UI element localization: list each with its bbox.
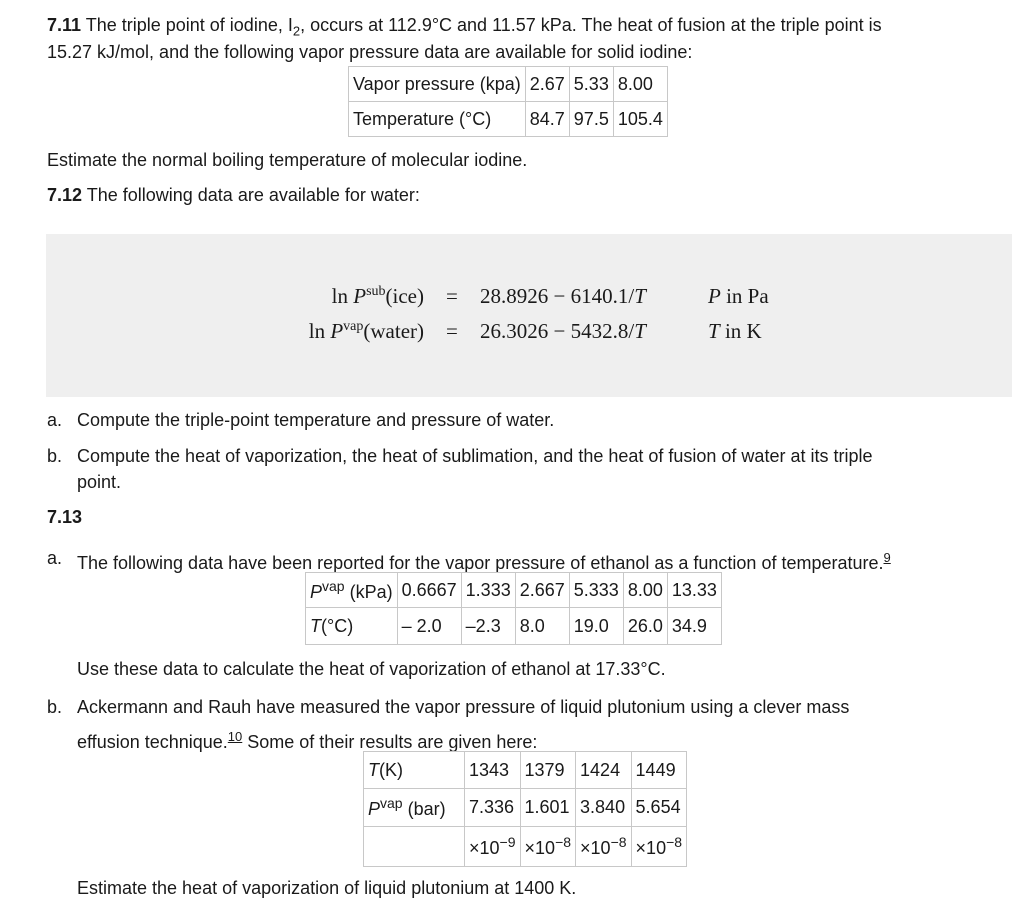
sup: vap [343, 319, 364, 334]
cell: 1424 [576, 752, 632, 789]
text: ×10 [469, 838, 500, 858]
problem-7-13-b-label: b. [47, 697, 63, 717]
cell: 105.4 [613, 102, 667, 137]
cell: 2.667 [515, 573, 569, 608]
text: (°C) [321, 615, 354, 636]
table-row [306, 608, 722, 645]
problem-number: 7.11 [47, 15, 82, 35]
footnote-link-10[interactable]: 10 [227, 729, 243, 744]
text: (water) [363, 319, 424, 343]
exponent: −8 [555, 834, 572, 850]
problem-7-12-intro [47, 184, 420, 206]
header-cell [364, 752, 465, 789]
text: 28.8926 − 6140.1/ [480, 284, 635, 308]
subscript: 2 [292, 23, 301, 39]
problem-7-13-b-line2 [77, 726, 537, 753]
header-cell [306, 573, 398, 608]
eq2-rhs [480, 319, 646, 344]
cell [364, 827, 465, 867]
cell: 19.0 [569, 608, 623, 645]
text: 26.3026 − 5432.8/ [480, 319, 635, 343]
var: P [708, 284, 721, 308]
eq2-equals: = [446, 319, 458, 343]
text: (K) [379, 759, 403, 780]
text: (kPa) [344, 581, 393, 602]
problem-7-11-line2: 15.27 kJ/mol, and the following vapor pressure data are available for solid iodine: [47, 42, 693, 62]
exponent: −8 [666, 834, 683, 850]
problem-7-12-b-line1: Compute the heat of vaporization, the heat of sublimation, and the heat of fusion of water at its triple [77, 446, 873, 466]
cell: – 2.0 [397, 608, 461, 645]
iodine-vapor-table [348, 66, 668, 137]
cell: 84.7 [525, 102, 569, 137]
text: The following data have been reported for the vapor pressure of ethanol as a function of temperature. [77, 553, 884, 573]
text: Some of their results are given here: [242, 732, 538, 752]
problem-7-12-a-label: a. [47, 410, 63, 430]
cell: Vapor pressure (kpa) [349, 67, 526, 102]
eq2-unit [708, 319, 762, 344]
cell: Temperature (°C) [349, 102, 526, 137]
problem-7-13-b-line1: Ackermann and Rauh have measured the vapor pressure of liquid plutonium using a clever mass [77, 697, 850, 717]
var: T [310, 615, 321, 636]
var: P [368, 799, 381, 819]
var: P [353, 284, 367, 308]
table-row [349, 67, 668, 102]
cell: 2.67 [525, 67, 569, 102]
sup: sub [366, 284, 386, 299]
text: (bar) [402, 799, 446, 819]
eq1-unit [708, 284, 769, 309]
header-cell [364, 789, 465, 827]
equation-box [46, 234, 1012, 397]
cell: 34.9 [667, 608, 721, 645]
header-cell [306, 608, 398, 645]
table-row [349, 102, 668, 137]
problem-7-13-number [47, 506, 82, 528]
cell: 8.0 [515, 608, 569, 645]
cell: 7.336 [465, 789, 521, 827]
text: ×10 [635, 838, 667, 858]
var: P [330, 319, 344, 343]
text: , occurs at 112.9°C and 11.57 kPa. The heat of fusion at the triple point is [300, 15, 882, 35]
sup: vap [380, 795, 403, 811]
problem-7-11-line1 [47, 14, 882, 43]
cell: 26.0 [623, 608, 667, 645]
eq1-equals: = [446, 284, 458, 308]
cell: 5.333 [569, 573, 623, 608]
cell [520, 827, 576, 867]
ethanol-vapor-table [305, 572, 722, 645]
cell: 5.33 [569, 67, 613, 102]
var: P [310, 581, 323, 602]
problem-7-13-a-question: Use these data to calculate the heat of vaporization of ethanol at 17.33°C. [77, 659, 666, 679]
problem-7-13-b-question: Estimate the heat of vaporization of liquid plutonium at 1400 K. [77, 878, 577, 898]
text: ln [308, 319, 331, 343]
cell: 1.601 [520, 789, 576, 827]
cell: –2.3 [461, 608, 515, 645]
text: The triple point of iodine, I [81, 15, 293, 35]
table-row [364, 752, 687, 789]
sup: vap [322, 577, 345, 594]
problem-7-13-a [77, 547, 891, 574]
text: in Pa [720, 284, 769, 308]
cell [576, 827, 632, 867]
cell: 1343 [465, 752, 521, 789]
cell: 97.5 [569, 102, 613, 137]
plutonium-vapor-table [363, 751, 687, 867]
eq1-lhs [332, 284, 424, 309]
problem-7-11-question: Estimate the normal boiling temperature of molecular iodine. [47, 150, 528, 170]
problem-7-12-b-label: b. [47, 446, 63, 466]
text: in K [719, 319, 762, 343]
cell: 8.00 [623, 573, 667, 608]
problem-7-13-a-label: a. [47, 548, 63, 568]
footnote-link-9[interactable]: 9 [883, 550, 891, 565]
table-row [306, 573, 722, 608]
cell: 13.33 [667, 573, 721, 608]
text: ×10 [580, 838, 611, 858]
cell: 0.6667 [397, 573, 461, 608]
var: T [634, 319, 646, 343]
cell: 5.654 [631, 789, 687, 827]
cell: 1379 [520, 752, 576, 789]
eq2-lhs [309, 319, 424, 344]
text: The following data are available for water: [82, 185, 420, 205]
problem-7-12-b-line2: point. [77, 472, 122, 492]
problem-7-12-a: Compute the triple-point temperature and pressure of water. [77, 410, 555, 430]
eq1-rhs [480, 284, 646, 309]
cell: 8.00 [613, 67, 667, 102]
var: T [708, 319, 720, 343]
exponent: −8 [610, 834, 627, 850]
var: T [634, 284, 646, 308]
cell: 1449 [631, 752, 687, 789]
cell: 3.840 [576, 789, 632, 827]
table-row [364, 827, 687, 867]
table-row [364, 789, 687, 827]
exponent: −9 [499, 834, 516, 850]
cell: 1.333 [461, 573, 515, 608]
text: (ice) [385, 284, 424, 308]
problem-number: 7.12 [47, 185, 83, 205]
cell [465, 827, 521, 867]
text: ln [331, 284, 354, 308]
problem-number: 7.13 [47, 507, 83, 527]
var: T [368, 759, 379, 780]
cell [631, 827, 687, 867]
text: effusion technique. [77, 732, 228, 752]
text: ×10 [524, 838, 556, 858]
